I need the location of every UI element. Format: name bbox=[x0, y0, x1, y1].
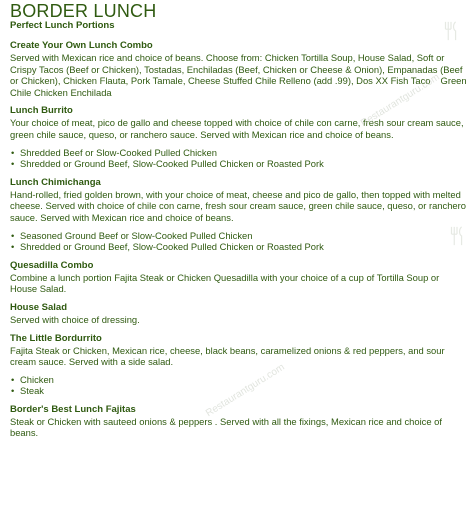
menu-item-extra-option: Green Chile Chicken Enchilada bbox=[10, 75, 467, 98]
menu-item bbox=[10, 302, 468, 326]
menu-subtitle: Perfect Lunch Portions bbox=[10, 20, 115, 31]
menu-item bbox=[10, 260, 468, 295]
menu-item-option: • Shredded Beef or Slow-Cooked Pulled Chicken bbox=[10, 147, 468, 159]
menu-item-title: The Little Bordurrito bbox=[10, 332, 102, 344]
menu-page bbox=[10, 2, 468, 446]
menu-item-title: Border's Best Lunch Fajitas bbox=[10, 403, 136, 415]
watermark-text: Restaurantguru.com bbox=[358, 71, 442, 130]
menu-item bbox=[10, 177, 468, 253]
menu-item-title: Create Your Own Lunch Combo bbox=[10, 40, 153, 51]
menu-item-description-text: Your choice of meat, pico de gallo and cheese topped with choice of chile con carne, fresh sour cream sauce, green chile sauce, queso, or ranchero sauce. Served with Mexican rice and choice of beans. bbox=[10, 117, 464, 140]
menu-item-description-text: Served with Mexican rice and choice of beans. Choose from: Chicken Tortilla Soup, House Salad, Soft or Crispy Tacos (Beef or Chicken), Tostadas, Enchiladas (Beef, Chicken or Cheese & Onion), Empanadas (Beef or Chicken), Chicken Flauta, Pork Tamale, Cheese Stuffed Chile Relleno (add .99), Dos XX Fish Taco bbox=[10, 52, 463, 87]
menu-item-description bbox=[10, 314, 468, 326]
menu-item-options bbox=[10, 147, 468, 170]
fork-knife-icon bbox=[440, 20, 462, 42]
menu-item-description bbox=[10, 189, 468, 224]
menu-item-option: • Chicken bbox=[10, 374, 468, 386]
watermark-text: Restaurantguru.com bbox=[203, 361, 287, 420]
menu-item-description-text: Hand-rolled, fried golden brown, with your choice of meat, cheese and pico de gallo, then topped with melted cheese. Served with choice of chile con carne, fresh sour cream sauce, green chile sauce, queso, or ranchero sauce. Served with Mexican rice and choice of beans. bbox=[10, 188, 466, 223]
menu-item-description-text: Fajita Steak or Chicken, Mexican rice, cheese, black beans, caramelized onions & red peppers, and sour cream sauce. Served with a side salad. bbox=[10, 344, 445, 368]
menu-item-description-text: Combine a lunch portion Fajita Steak or Chicken Quesadilla with your choice of a cup of Tortilla Soup or House Salad. bbox=[10, 271, 440, 295]
menu-item-title: House Salad bbox=[10, 301, 68, 313]
menu-item-description bbox=[10, 117, 468, 140]
menu-item-title: Quesadilla Combo bbox=[10, 259, 94, 271]
menu-item-option: • Shredded or Ground Beef, Slow-Cooked Pulled Chicken or Roasted Pork bbox=[10, 241, 468, 253]
menu-item-option: • Steak bbox=[10, 385, 468, 397]
menu-item-description bbox=[10, 416, 468, 439]
menu-item-title: Lunch Burrito bbox=[10, 105, 73, 117]
menu-item-description bbox=[10, 272, 468, 295]
menu-item bbox=[10, 105, 468, 169]
menu-item bbox=[10, 404, 468, 439]
menu-item-description bbox=[10, 345, 468, 368]
menu-item-description-text: Served with choice of dressing. bbox=[10, 313, 140, 325]
menu-item bbox=[10, 40, 468, 98]
menu-item-title: Lunch Chimichanga bbox=[10, 176, 101, 188]
menu-item-option: • Shredded or Ground Beef, Slow-Cooked Pulled Chicken or Roasted Pork bbox=[10, 158, 468, 170]
menu-item-options bbox=[10, 230, 468, 253]
menu-item-description-text: Steak or Chicken with sauteed onions & peppers . Served with all the fixings, Mexican rice and choice of beans. bbox=[10, 415, 443, 439]
menu-title: BORDER LUNCH bbox=[10, 1, 157, 21]
menu-item-description bbox=[10, 52, 468, 98]
fork-knife-icon bbox=[446, 225, 468, 247]
menu-item-option: • Seasoned Ground Beef or Slow-Cooked Pulled Chicken bbox=[10, 230, 468, 242]
